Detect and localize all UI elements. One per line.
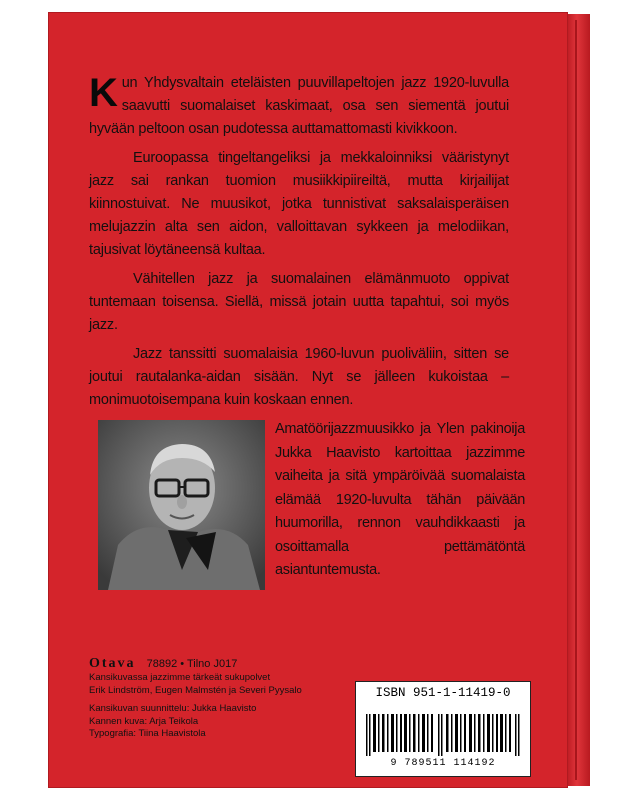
author-photo (98, 420, 265, 590)
author-description: Amatöörijazzmuusikko ja Ylen pakinoija Jukka Haavisto kartoittaa jazzimme vaiheita ja sitä ympäröivää suomalaista elämää 1920-luvulta tähän päivään huumorilla, rennon vauhdikkaasti ja osoittamalla pettämätöntä asiantuntemusta. (275, 421, 525, 578)
blurb-paragraph-1 (89, 72, 509, 141)
isbn-number: ISBN 951-1-11419-0 (375, 686, 511, 700)
publisher-logo: Otava (89, 656, 136, 671)
credit-cover-desc-2: Erik Lindström, Eugen Malmstén ja Severi Pyysalo (89, 684, 302, 696)
publisher-line (89, 656, 237, 672)
blurb-p1-text: un Yhdysvaltain eteläisten puuvillapeltojen jazz 1920-luvulla saavutti suomalaiset kaskimaat, osa sen siementä joutui hyvään peltoon osan pudotessa auttamattomasti kivikkoon. (89, 75, 509, 137)
credit-typography: Typografia: Tiina Haavistola (89, 728, 206, 739)
dropcap-letter: K (89, 71, 118, 115)
publisher-code: 78892 • Tilno J017 (146, 658, 238, 670)
spine-groove (575, 20, 577, 780)
book-spine-edge (568, 14, 590, 786)
isbn-barcode-label (355, 681, 531, 777)
credits-block (89, 672, 329, 741)
barcode-number: 9 789511 114192 (390, 758, 496, 769)
author-portrait-image (98, 420, 265, 590)
credit-cover-desc-1: Kansikuvassa jazzimme tärkeät sukupolvet (89, 672, 271, 683)
blurb-paragraph-3: Vähitellen jazz ja suomalainen elämänmuoto oppivat tuntemaan toisensa. Siellä, missä jotain uutta tapahtui, soi myös jazz. (89, 271, 509, 333)
blurb-paragraph-4: Jazz tanssitti suomalaisia 1960-luvun puoliväliin, sitten se joutui rautalanka-aidan sisään. Nyt se jälleen kukoistaa – monimuotoisempana kuin koskaan ennen. (89, 346, 509, 408)
barcode-icon (366, 714, 520, 756)
blurb-text (89, 72, 509, 412)
credit-design: Kansikuvan suunnittelu: Jukka Haavisto (89, 703, 257, 714)
credit-photo: Kannen kuva: Arja Teikola (89, 715, 199, 727)
blurb-paragraph-2: Euroopassa tingeltangeliksi ja mekkaloinniksi vääristynyt jazz sai rankan tuomion musiikkipiireiltä, mutta kirjailijat kiinnostuivat. Ne muusikot, jotka tunnistivat saksalaisperäisen melujazzin alta sen aidon, valloittavan sykkeen ja melodiikan, tajusivat löytäneensä kultaa. (89, 150, 509, 258)
